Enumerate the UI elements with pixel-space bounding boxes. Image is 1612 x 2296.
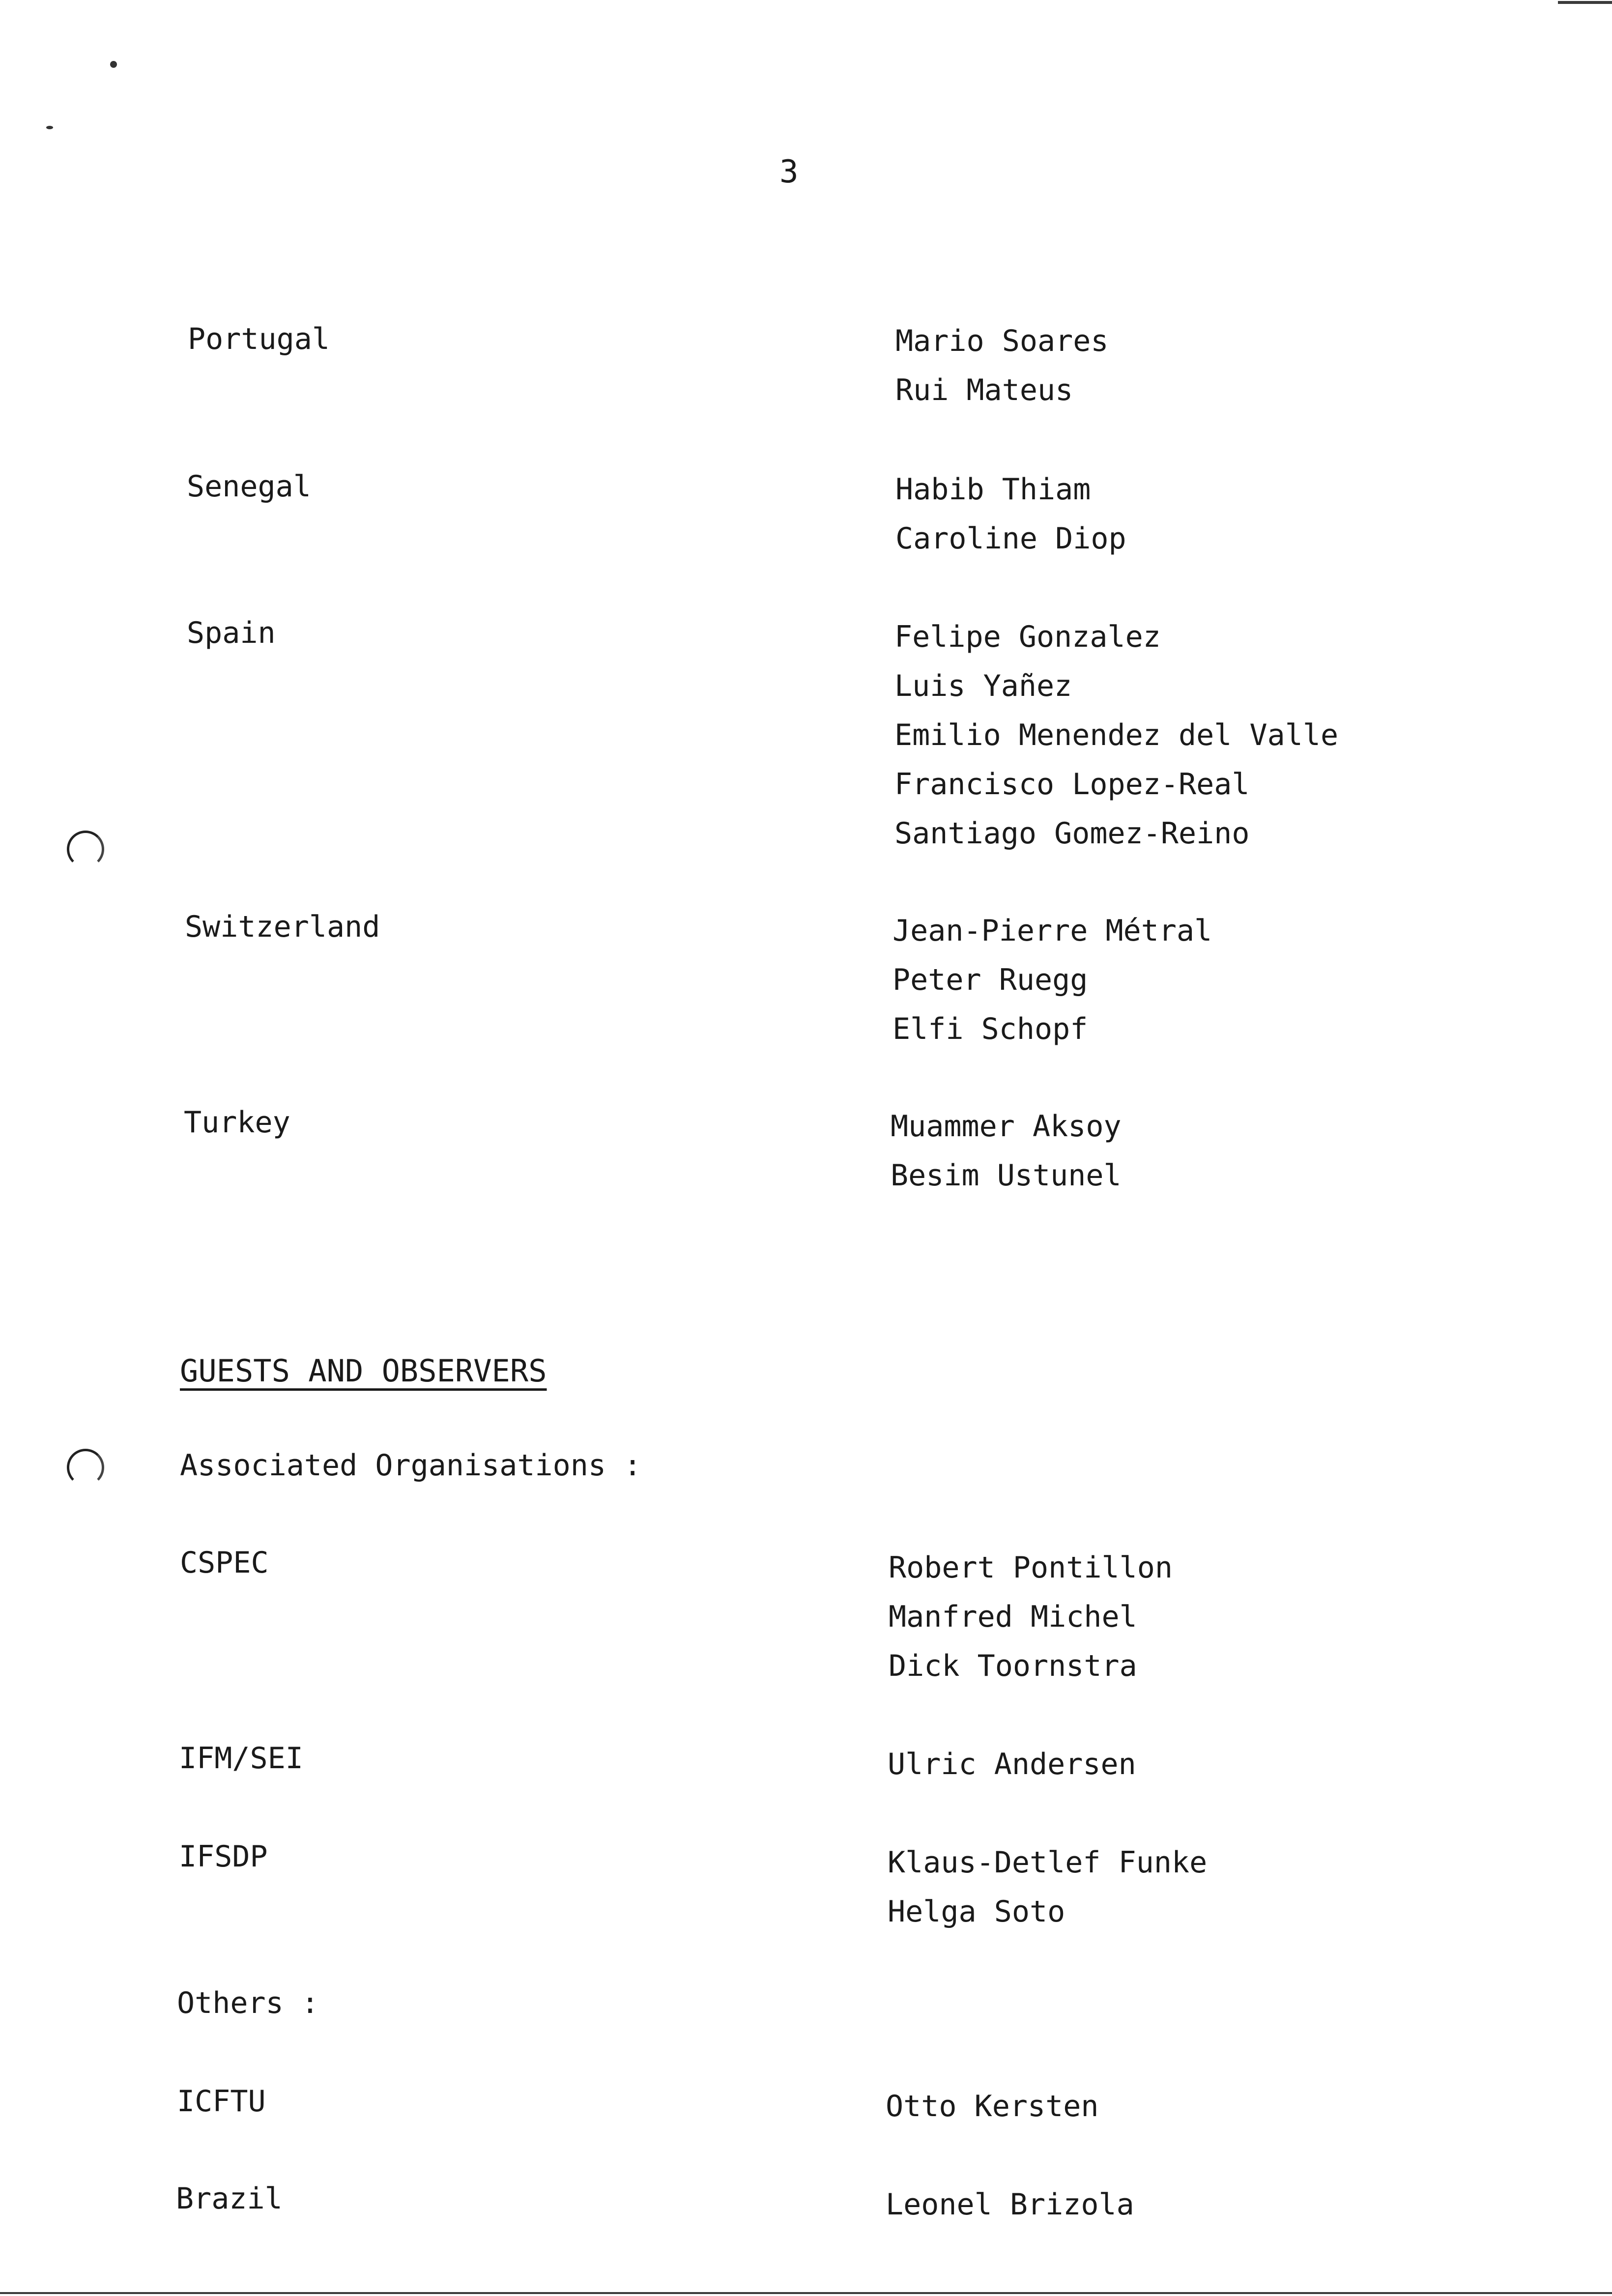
delegate-list <box>889 1543 1173 1691</box>
delegate-list <box>886 2180 1134 2229</box>
country-label: Brazil <box>176 2181 283 2216</box>
delegate-name: Besim Ustunel <box>891 1158 1122 1193</box>
delegate-name: Manfred Michel <box>889 1600 1137 1634</box>
punch-hole-mark <box>67 1449 104 1486</box>
delegate-name: Emilio Menendez del Valle <box>894 718 1339 752</box>
delegate-name: Rui Mateus <box>895 373 1073 407</box>
country-label: Portugal <box>188 322 330 356</box>
delegate-name: Luis Yañez <box>894 669 1072 703</box>
delegate-name: Mario Soares <box>895 324 1109 358</box>
top-edge-line <box>1558 1 1612 4</box>
subsection-heading: Others : <box>177 1986 319 2020</box>
delegate-name: Otto Kersten <box>886 2089 1099 2124</box>
section-heading: GUESTS AND OBSERVERS <box>180 1353 547 1389</box>
delegate-name: Jean-Pierre Métral <box>892 914 1212 948</box>
delegate-name: Felipe Gonzalez <box>894 620 1161 654</box>
delegate-name: Helga Soto <box>888 1894 1065 1929</box>
delegate-name: Dick Toornstra <box>889 1649 1137 1683</box>
country-label: Switzerland <box>185 910 380 944</box>
organisation-label: IFM/SEI <box>179 1741 303 1776</box>
delegate-name: Muammer Aksoy <box>891 1109 1122 1144</box>
delegate-list <box>891 1102 1122 1200</box>
organisation-label: CSPEC <box>180 1546 269 1580</box>
delegate-name: Robert Pontillon <box>889 1550 1173 1585</box>
delegate-name: Caroline Diop <box>895 521 1126 556</box>
subsection-heading: Associated Organisations : <box>180 1448 642 1483</box>
delegate-list <box>886 2082 1098 2131</box>
delegate-name: Ulric Andersen <box>888 1747 1136 1781</box>
delegate-name: Klaus-Detlef Funke <box>888 1845 1208 1880</box>
punch-hole-mark <box>67 831 104 868</box>
delegate-name: Santiago Gomez-Reino <box>894 816 1250 851</box>
delegate-name: Francisco Lopez-Real <box>894 767 1250 802</box>
delegate-name: Peter Ruegg <box>892 963 1088 997</box>
delegate-name: Habib Thiam <box>895 472 1091 507</box>
delegate-list <box>892 906 1212 1054</box>
delegate-name: Leonel Brizola <box>886 2187 1134 2222</box>
delegate-list <box>895 316 1108 415</box>
delegate-list <box>894 612 1338 858</box>
scan-speck <box>110 61 117 68</box>
organisation-label: ICFTU <box>177 2084 266 2119</box>
page-number: 3 <box>779 154 799 190</box>
scan-speck <box>46 126 53 129</box>
delegate-list <box>895 465 1126 563</box>
country-label: Spain <box>187 616 276 650</box>
organisation-label: IFSDP <box>179 1839 268 1874</box>
bottom-edge-line <box>0 2292 1612 2294</box>
delegate-list <box>888 1838 1207 1936</box>
country-label: Turkey <box>184 1105 290 1140</box>
delegate-name: Elfi Schopf <box>892 1012 1088 1046</box>
country-label: Senegal <box>187 469 311 504</box>
delegate-list <box>888 1740 1136 1789</box>
